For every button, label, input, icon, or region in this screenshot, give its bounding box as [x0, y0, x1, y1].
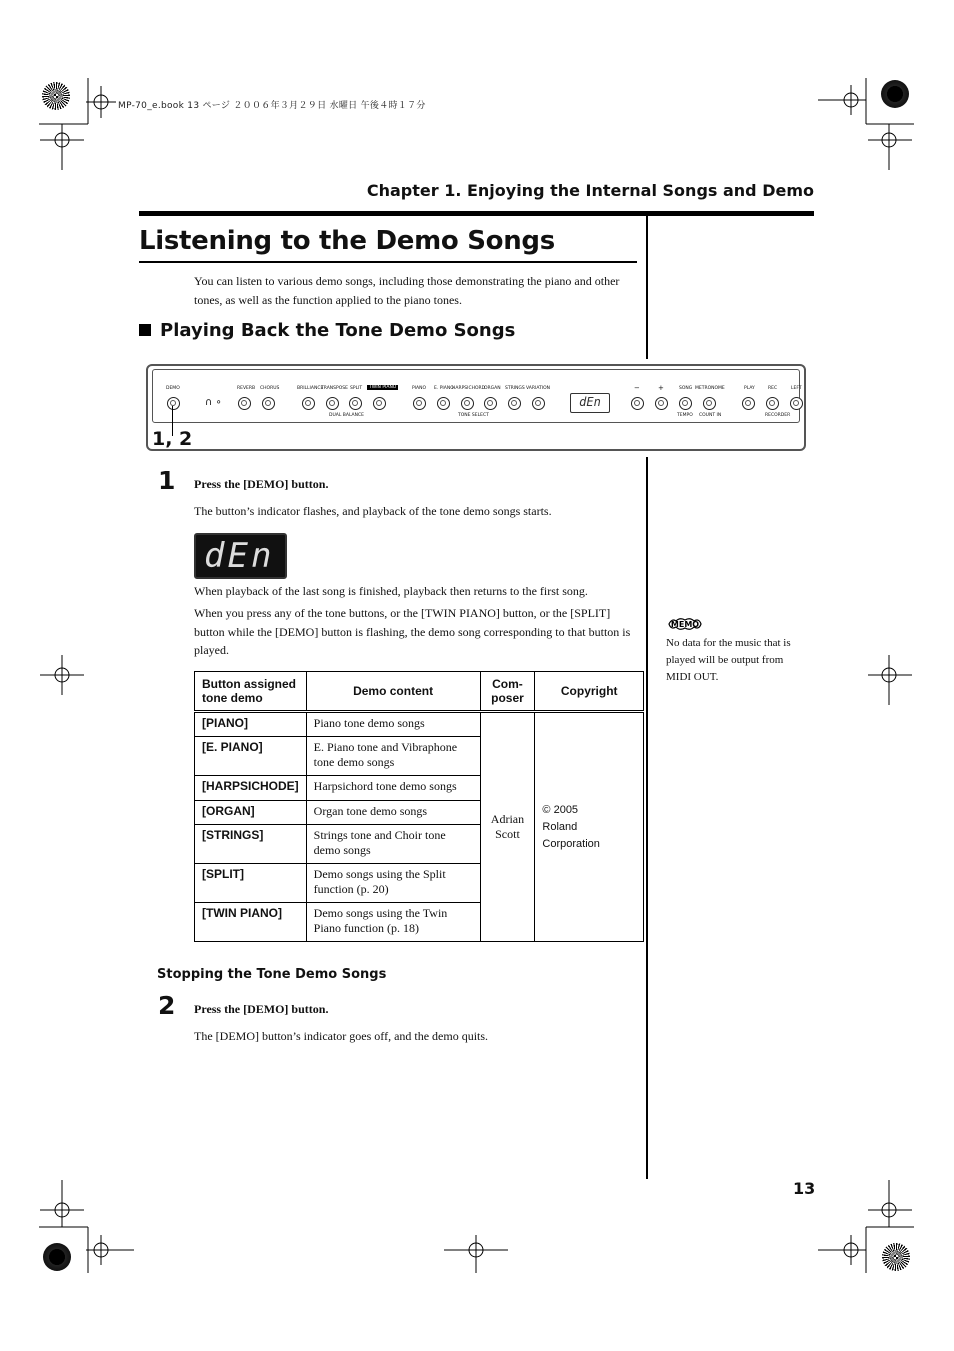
panel-label-variation: VARIATION [526, 386, 551, 391]
callout-step-numbers: 1, 2 [152, 428, 193, 450]
table-cell-button: [SPLIT] [195, 864, 307, 903]
table-cell-content: Strings tone and Choir tone demo songs [306, 825, 480, 864]
table-header: Demo content [306, 672, 480, 712]
demo-button [167, 397, 180, 410]
piano-button [413, 397, 426, 410]
step-title: Press the [DEMO] button. [194, 477, 329, 491]
strings-button [508, 397, 521, 410]
left-button [790, 397, 803, 410]
panel-label-twin-piano: TWIN PIANO [369, 385, 397, 390]
copyright-line: © 2005 [542, 803, 579, 816]
table-cell-button: [E. PIANO] [195, 737, 307, 776]
panel-label-split: SPLIT [350, 386, 363, 391]
metronome-button [703, 397, 716, 410]
note-text: When you press any of the tone buttons, or the [TWIN PIANO] button, or the [SPLIT] button while the [DEMO] button is flashing, the demo song corresponding to that button is played. [194, 606, 631, 657]
transpose-button [326, 397, 339, 410]
header-rule [139, 211, 814, 216]
section-heading [139, 320, 515, 341]
control-panel-illustration [146, 364, 806, 451]
table-header: Copyright [535, 672, 644, 712]
memo-icon [667, 617, 703, 631]
table-cell-content: Harpsichord tone demo songs [306, 776, 480, 801]
panel-label-tone-select: TONE SELECT [458, 413, 489, 418]
table-cell-button: [PIANO] [195, 712, 307, 737]
table-cell-content: Demo songs using the Split function (p. 20) [306, 864, 480, 903]
table-cell-content: Organ tone demo songs [306, 801, 480, 825]
table-row [195, 712, 644, 737]
chorus-button [262, 397, 275, 410]
square-bullet-icon [139, 324, 151, 336]
headphones-icon: ∩ ∘ [205, 397, 222, 408]
note-text: When playback of the last song is finished, playback then returns to the first song. [194, 584, 588, 598]
step-number: 1 [158, 466, 176, 495]
lcd-display [194, 533, 287, 579]
panel-label-left: LEFT [791, 386, 802, 391]
variation-button [532, 397, 545, 410]
file-info: MP-70_e.book 13 ページ ２００６年３月２９日 水曜日 午後４時１７分 [118, 101, 426, 111]
panel-label-minus: − [634, 384, 640, 392]
table-cell-content: Piano tone demo songs [306, 712, 480, 737]
brilliance-button [302, 397, 315, 410]
twin-piano-button [373, 397, 386, 410]
panel-label-plus: + [658, 384, 664, 392]
section-heading-text: Playing Back the Tone Demo Songs [160, 320, 516, 341]
table-cell-button: [HARPSICHODE] [195, 776, 307, 801]
panel-label-transpose: TRANSPOSE [321, 386, 348, 391]
table-cell-content: E. Piano tone and Vibraphone tone demo songs [306, 737, 480, 776]
panel-label-chorus: CHORUS [260, 386, 280, 391]
panel-label-play: PLAY [744, 386, 755, 391]
minus-button [631, 397, 644, 410]
table-cell-button: [ORGAN] [195, 801, 307, 825]
lcd-display-text: dEn [204, 536, 275, 576]
step-text: The button’s indicator flashes, and playback of the tone demo songs starts. [194, 504, 552, 518]
table-header: Com-poser [480, 672, 535, 712]
panel-label-brilliance: BRILLIANCE [297, 386, 324, 391]
panel-label-dual-balance: DUAL BALANCE [329, 413, 364, 418]
memo-text: No data for the music that is played will be output from MIDI OUT. [666, 637, 791, 683]
panel-label-harpsichord: HARPSICHORD [452, 386, 486, 391]
plus-button [655, 397, 668, 410]
demo-table [194, 671, 644, 942]
memo-icon-label: MEMO [670, 620, 700, 629]
table-cell-copyright [535, 712, 644, 942]
title-rule [139, 261, 637, 263]
chapter-title: Chapter 1. Enjoying the Internal Songs and Demo [366, 181, 814, 200]
panel-label-reverb: REVERB [237, 386, 256, 391]
panel-label-song: SONG [679, 386, 693, 391]
panel-label-tempo: TEMPO [677, 413, 693, 418]
panel-label-e-piano: E. PIANO [434, 386, 454, 391]
panel-label-strings: STRINGS [505, 386, 525, 391]
page-number: 13 [793, 1179, 816, 1198]
panel-label-organ: ORGAN [484, 386, 501, 391]
split-button [349, 397, 362, 410]
table-cell-button: [TWIN PIANO] [195, 903, 307, 942]
rec-button [766, 397, 779, 410]
panel-label-rec: REC [768, 386, 778, 391]
organ-button [484, 397, 497, 410]
page-title: Listening to the Demo Songs [139, 226, 555, 256]
panel-label-count-in: COUNT IN [699, 413, 722, 418]
table-cell-content: Demo songs using the Twin Piano function (p. 18) [306, 903, 480, 942]
table-cell-composer: Adrian Scott [480, 712, 535, 942]
step-title: Press the [DEMO] button. [194, 1002, 329, 1016]
copyright-line: Roland Corporation [542, 820, 600, 850]
intro-text: You can listen to various demo songs, including those demonstrating the piano and other tones, as well as the function applied to the piano tones. [194, 274, 620, 307]
panel-label-recorder: RECORDER [765, 413, 791, 418]
panel-label-metronome: METRONOME [695, 386, 725, 391]
column-divider [646, 216, 648, 359]
table-cell-button: [STRINGS] [195, 825, 307, 864]
column-divider [646, 457, 648, 1179]
play-button [742, 397, 755, 410]
song-button [679, 397, 692, 410]
table-header: Button assigned tone demo [195, 672, 307, 712]
step-number: 2 [158, 991, 176, 1020]
panel-label-piano: PIANO [412, 386, 427, 391]
harpsichord-button [461, 397, 474, 410]
step-text: The [DEMO] button’s indicator goes off, and the demo quits. [194, 1029, 489, 1043]
subheading: Stopping the Tone Demo Songs [157, 967, 387, 982]
panel-strip [152, 369, 800, 423]
reverb-button [238, 397, 251, 410]
e-piano-button [437, 397, 450, 410]
panel-label-demo: DEMO [166, 386, 180, 391]
panel-led-display: dEn [570, 393, 610, 413]
